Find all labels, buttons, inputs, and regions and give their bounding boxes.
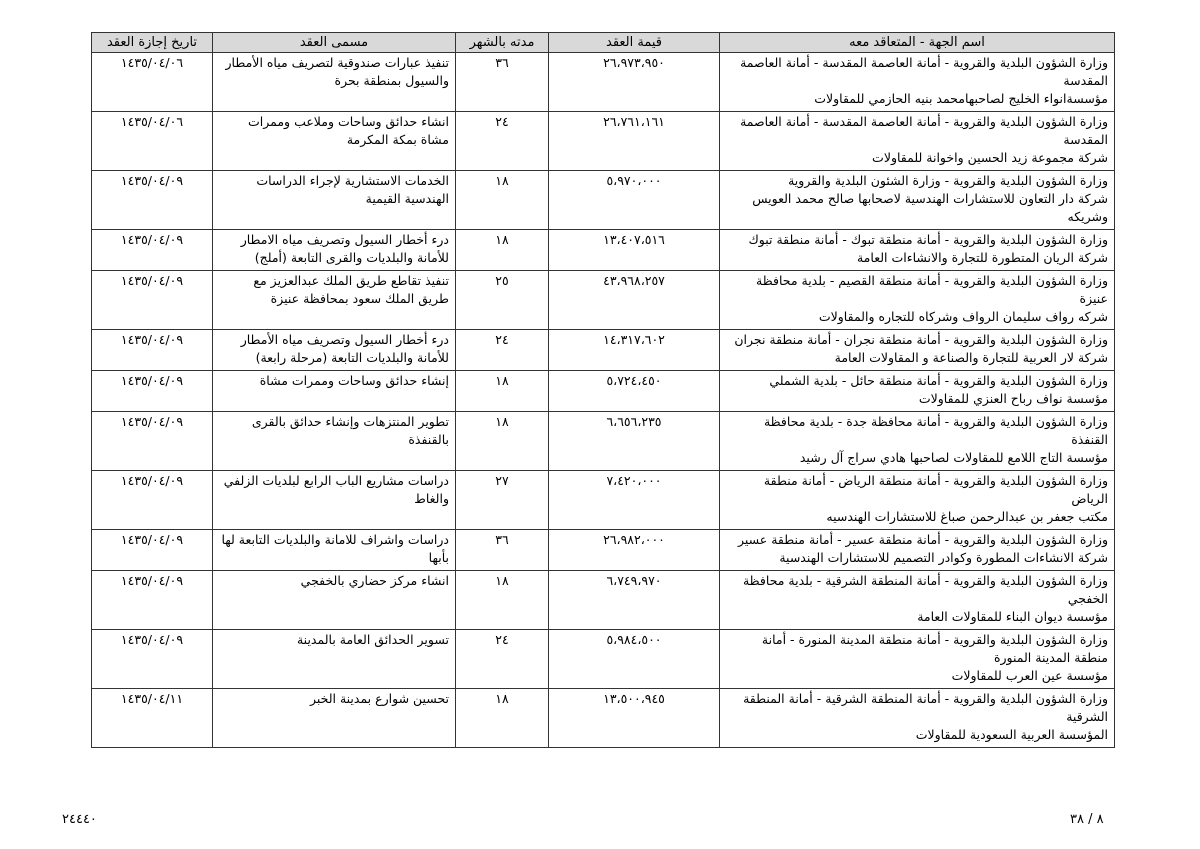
party-contractor: شركة الريان المتطورة للتجارة والانشاءات العامة (856, 250, 1108, 265)
cell-contract-value: ٦،٦٥٦،٢٣٥ (549, 412, 720, 471)
cell-contract-name: تنفيذ عبارات صندوقية لتصريف مياه الأمطار والسيول بمنطقة بحرة (213, 53, 456, 112)
cell-party (720, 689, 1115, 748)
cell-approval-date: ١٤٣٥/٠٤/٠٦ (92, 53, 213, 112)
cell-approval-date: ١٤٣٥/٠٤/٠٩ (92, 571, 213, 630)
cell-approval-date: ١٤٣٥/٠٤/٠٩ (92, 530, 213, 571)
table-row (92, 271, 1115, 330)
party-contractor: شركه رواف سليمان الرواف وشركاه للتجاره والمقاولات (818, 309, 1108, 324)
party-entity: وزارة الشؤون البلدية والقروية - أمانة العاصمة المقدسة - أمانة العاصمة المقدسة (740, 55, 1108, 88)
cell-contract-name: درء أخطار السيول وتصريف مياه الامطار للأمانة والبلديات والقرى التابعة (أملج) (213, 230, 456, 271)
party-contractor: مؤسسة نواف رباح العنزي للمقاولات (918, 391, 1108, 406)
cell-approval-date: ١٤٣٥/٠٤/١١ (92, 689, 213, 748)
col-header-contract: مسمى العقد (213, 33, 456, 53)
cell-contract-value: ٢٦،٩٧٣،٩٥٠ (549, 53, 720, 112)
party-contractor: مكتب جعفر بن عبدالرحمن صباغ للاستشارات الهندسيه (826, 509, 1108, 524)
party-contractor: مؤسسةانواء الخليج لصاحبهامحمد بنيه الحازمي للمقاولات (814, 91, 1108, 106)
document-code: ٢٤٤٤٠ (62, 812, 97, 827)
table-row (92, 689, 1115, 748)
party-contractor: المؤسسة العربية السعودية للمقاولات (915, 727, 1108, 742)
cell-party (720, 271, 1115, 330)
party-entity: وزارة الشؤون البلدية والقروية - أمانة المنطقة الشرقية - بلدية محافظة الخفجي (742, 573, 1108, 606)
cell-party (720, 630, 1115, 689)
cell-contract-name: انشاء مركز حضاري بالخفجي (213, 571, 456, 630)
table-row (92, 171, 1115, 230)
cell-contract-name: تسوير الحدائق العامة بالمدينة (213, 630, 456, 689)
cell-contract-value: ٢٦،٩٨٢،٠٠٠ (549, 530, 720, 571)
party-entity: وزارة الشؤون البلدية والقروية - أمانة منطقة المدينة المنورة - أمانة منطقة المدينة المنورة (761, 632, 1108, 665)
party-contractor: مؤسسة ديوان البناء للمقاولات العامة (917, 609, 1108, 624)
col-header-party: اسم الجهة - المتعاقد معه (720, 33, 1115, 53)
header-row (92, 33, 1115, 53)
cell-contract-value: ٥،٩٧٠،٠٠٠ (549, 171, 720, 230)
table-row (92, 230, 1115, 271)
cell-approval-date: ١٤٣٥/٠٤/٠٩ (92, 230, 213, 271)
party-contractor: شركة مجموعة زيد الحسين واخوانة للمقاولات (872, 150, 1108, 165)
cell-party (720, 412, 1115, 471)
cell-contract-value: ٦،٧٤٩،٩٧٠ (549, 571, 720, 630)
cell-contract-name: دراسات واشراف للامانة والبلديات التابعة لها بأبها (213, 530, 456, 571)
table-row (92, 412, 1115, 471)
cell-party (720, 571, 1115, 630)
table-row (92, 112, 1115, 171)
cell-party (720, 112, 1115, 171)
cell-contract-name: درء أخطار السيول وتصريف مياه الأمطار للأمانة والبلديات التابعة (مرحلة رابعة) (213, 330, 456, 371)
page-number: ٨ / ٣٨ (1070, 812, 1104, 827)
cell-contract-value: ١٣،٤٠٧،٥١٦ (549, 230, 720, 271)
cell-party (720, 53, 1115, 112)
cell-approval-date: ١٤٣٥/٠٤/٠٩ (92, 630, 213, 689)
cell-duration-months: ١٨ (456, 689, 549, 748)
party-contractor: شركة الانشاءات المطورة وكوادر التصميم للاستشارات الهندسية (779, 550, 1108, 565)
party-entity: وزارة الشؤون البلدية والقروية - أمانة منطقة عسير - أمانة منطقة عسير (737, 532, 1108, 547)
cell-approval-date: ١٤٣٥/٠٤/٠٩ (92, 471, 213, 530)
cell-approval-date: ١٤٣٥/٠٤/٠٩ (92, 171, 213, 230)
party-entity: وزارة الشؤون البلدية والقروية - أمانة منطقة القصيم - بلدية محافظة عنيزة (756, 273, 1108, 306)
party-entity: وزارة الشؤون البلدية والقروية - وزارة الشئون البلدية والقروية (788, 173, 1108, 188)
cell-duration-months: ١٨ (456, 571, 549, 630)
cell-duration-months: ٢٤ (456, 112, 549, 171)
party-entity: وزارة الشؤون البلدية والقروية - أمانة منطقة حائل - بلدية الشملي (769, 373, 1108, 388)
cell-contract-value: ٤٣،٩٦٨،٢٥٧ (549, 271, 720, 330)
cell-approval-date: ١٤٣٥/٠٤/٠٩ (92, 371, 213, 412)
cell-duration-months: ٢٧ (456, 471, 549, 530)
cell-party (720, 471, 1115, 530)
party-entity: وزارة الشؤون البلدية والقروية - أمانة العاصمة المقدسة - أمانة العاصمة المقدسة (740, 114, 1108, 147)
cell-duration-months: ١٨ (456, 412, 549, 471)
party-contractor: مؤسسة التاج اللامع للمقاولات لصاحبها هادي سراج آل رشيد (799, 450, 1108, 465)
cell-party (720, 330, 1115, 371)
col-header-value: قيمة العقد (549, 33, 720, 53)
cell-duration-months: ٣٦ (456, 53, 549, 112)
cell-approval-date: ١٤٣٥/٠٤/٠٩ (92, 412, 213, 471)
party-contractor: شركة لار العربية للتجارة والصناعة و المقاولات العامة (834, 350, 1108, 365)
cell-contract-name: انشاء حدائق وساحات وملاعب وممرات مشاة بمكة المكرمة (213, 112, 456, 171)
cell-contract-name: إنشاء حدائق وساحات وممرات مشاة (213, 371, 456, 412)
cell-party (720, 530, 1115, 571)
table-row (92, 530, 1115, 571)
table-row (92, 571, 1115, 630)
cell-contract-value: ٢٦،٧٦١،١٦١ (549, 112, 720, 171)
cell-duration-months: ٢٤ (456, 330, 549, 371)
contracts-table (91, 32, 1115, 748)
cell-duration-months: ١٨ (456, 230, 549, 271)
cell-duration-months: ٢٥ (456, 271, 549, 330)
table-row (92, 330, 1115, 371)
table-row (92, 630, 1115, 689)
party-entity: وزارة الشؤون البلدية والقروية - أمانة منطقة الرياض - أمانة منطقة الرياض (763, 473, 1108, 506)
party-entity: وزارة الشؤون البلدية والقروية - أمانة محافظة جدة - بلدية محافظة القنفذة (763, 414, 1108, 447)
cell-duration-months: ١٨ (456, 371, 549, 412)
table-row (92, 53, 1115, 112)
cell-contract-name: تحسين شوارع بمدينة الخبر (213, 689, 456, 748)
cell-party (720, 171, 1115, 230)
table-body (92, 53, 1115, 748)
cell-duration-months: ٢٤ (456, 630, 549, 689)
cell-contract-value: ٥،٩٨٤،٥٠٠ (549, 630, 720, 689)
col-header-duration: مدته بالشهر (456, 33, 549, 53)
cell-contract-value: ١٣،٥٠٠،٩٤٥ (549, 689, 720, 748)
party-entity: وزارة الشؤون البلدية والقروية - أمانة المنطقة الشرقية - أمانة المنطقة الشرقية (743, 691, 1108, 724)
cell-approval-date: ١٤٣٥/٠٤/٠٩ (92, 271, 213, 330)
party-entity: وزارة الشؤون البلدية والقروية - أمانة منطقة نجران - أمانة منطقة نجران (734, 332, 1108, 347)
cell-contract-value: ٧،٤٢٠،٠٠٠ (549, 471, 720, 530)
party-contractor: شركة دار التعاون للاستشارات الهندسية لاصحابها صالح محمد العويس وشريكه (752, 191, 1108, 224)
party-contractor: مؤسسة عين العرب للمقاولات (951, 668, 1108, 683)
table-row (92, 371, 1115, 412)
col-header-date: تاريخ إجازة العقد (92, 33, 213, 53)
party-entity: وزارة الشؤون البلدية والقروية - أمانة منطقة تبوك - أمانة منطقة تبوك (748, 232, 1108, 247)
cell-party (720, 230, 1115, 271)
cell-contract-name: تطوير المنتزهات وإنشاء حدائق بالقرى بالقنفذة (213, 412, 456, 471)
cell-contract-value: ١٤،٣١٧،٦٠٢ (549, 330, 720, 371)
cell-contract-name: دراسات مشاريع الباب الرابع لبلديات الزلفي والغاط (213, 471, 456, 530)
cell-contract-name: تنفيذ تقاطع طريق الملك عبدالعزيز مع طريق الملك سعود بمحافظة عنيزة (213, 271, 456, 330)
cell-contract-name: الخدمات الاستشارية لإجراء الدراسات الهندسية القيمية (213, 171, 456, 230)
table-row (92, 471, 1115, 530)
cell-approval-date: ١٤٣٥/٠٤/٠٩ (92, 330, 213, 371)
cell-party (720, 371, 1115, 412)
cell-duration-months: ١٨ (456, 171, 549, 230)
cell-contract-value: ٥،٧٢٤،٤٥٠ (549, 371, 720, 412)
cell-approval-date: ١٤٣٥/٠٤/٠٦ (92, 112, 213, 171)
table-header (92, 33, 1115, 53)
cell-duration-months: ٣٦ (456, 530, 549, 571)
